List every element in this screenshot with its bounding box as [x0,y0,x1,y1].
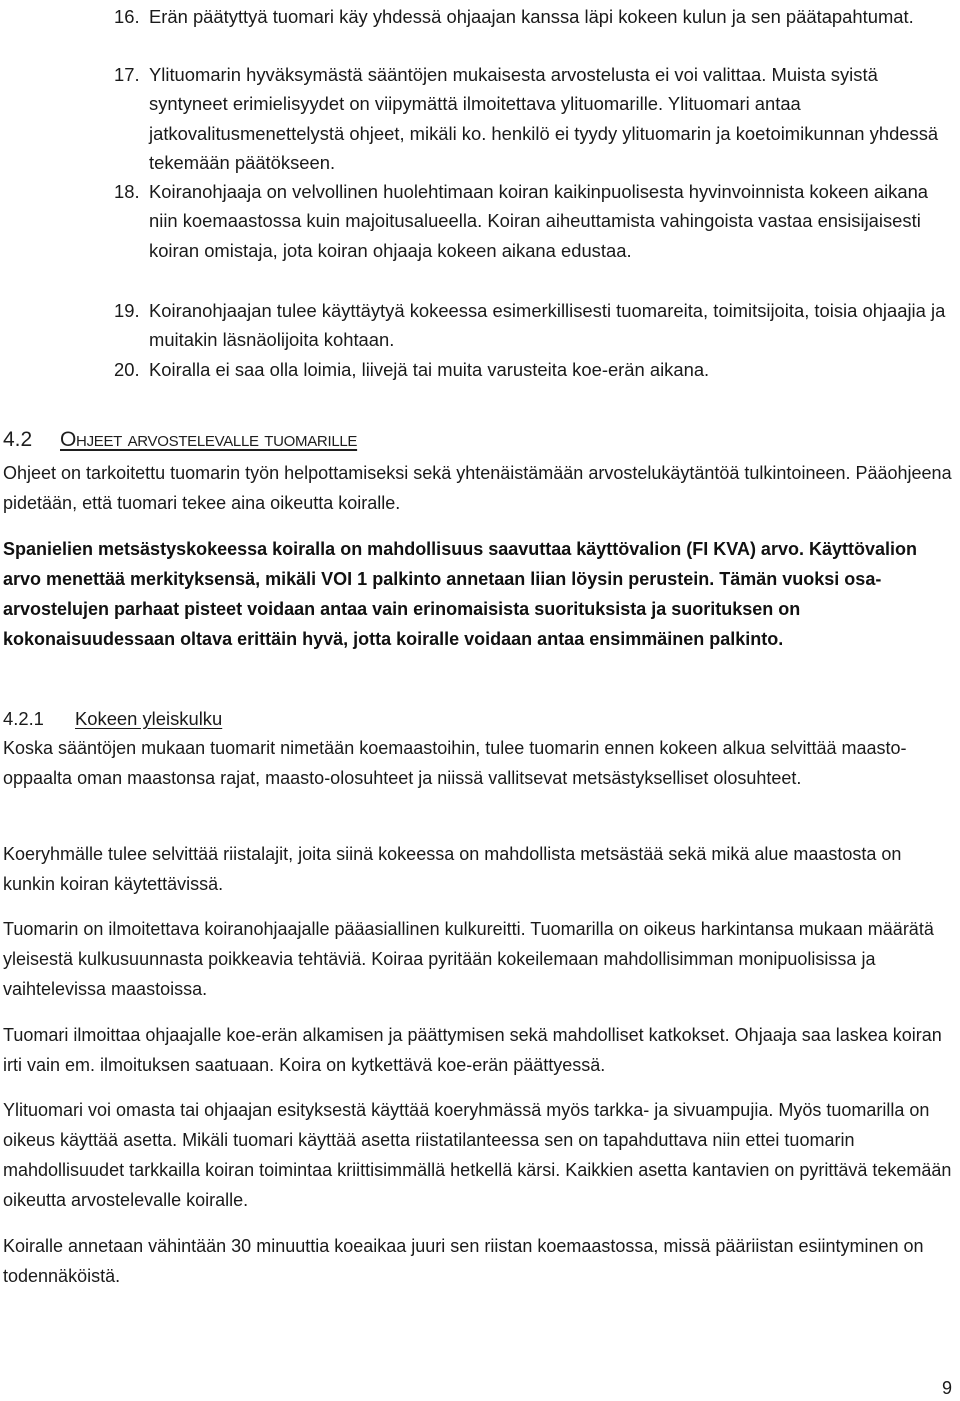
bold-note-paragraph: Spanielien metsästyskokeessa koiralla on mahdollisuus saavuttaa käyttövalion (FI KVA) arvo. Käyttövalion arvo menettää merkityksensä, mikäli VOI 1 palkinto annetaan liian löysin perustein. Tämän vuoksi osa-arvostelujen parhaat pisteet voidaan antaa vain erinomaisista suorituksista ja suorituksen on kokonaisuudessaan oltava erittäin hyvä, jotta koiralle voidaan antaa ensimmäinen palkinto. [3,539,917,649]
body-paragraph: Koiralle annetaan vähintään 30 minuuttia koeaikaa juuri sen riistan koemaastossa, missä pääriistan esiintyminen on todennäköistä. [3,1236,924,1286]
subsection-number: 4.2.1 [3,708,44,729]
body-paragraph: Koeryhmälle tulee selvittää riistalajit, joita siinä kokeessa on mahdollista metsästää sekä mikä alue maastosta on kunkin koiran käytettävissä. [3,844,902,894]
body-paragraph: Koska sääntöjen mukaan tuomarit nimetään koemaastoihin, tulee tuomarin ennen kokeen alkua selvittää maasto-oppaalta oman maastonsa rajat, maasto-olosuhteet ja niissä vallitsevat metsästykselliset olosuhteet. [3,738,907,788]
list-item-number: 17. [114,64,140,85]
list-item-number: 20. [114,359,140,380]
list-item-text: Ylituomarin hyväksymästä sääntöjen mukaisesta arvostelusta ei voi valittaa. Muista syistä syntyneet erimielisyydet on viipymättä ilmoitettava ylituomarille. Ylituomari antaa jatkovalitusmenettelystä ohjeet, mikäli ko. henkilö ei tyydy ylituomarin ja koetoimikunnan yhdessä tekemään päätökseen. [149,64,939,174]
list-item-number: 19. [114,300,140,321]
list-item-text: Koiranohjaajan tulee käyttäytyä kokeessa esimerkillisesti tuomareita, toimitsijoita, toisia ohjaajia ja muitakin läsnäolijoita kohtaan. [149,300,946,351]
list-item-text: Erän päätyttyä tuomari käy yhdessä ohjaajan kanssa läpi kokeen kulun ja sen päätapahtumat. [149,6,914,27]
body-paragraph: Ylituomari voi omasta tai ohjaajan esityksestä käyttää koeryhmässä myös tarkka- ja sivuampujia. Myös tuomarilla on oikeus käyttää asetta. Mikäli tuomari käyttää asetta riistatilanteessa sen on tapahduttava niin ettei tuomarin mahdollisuudet tarkkailla koiran toimintaa kriittisimmällä hetkellä kärsi. Kaikkien asetta kantavien on pyrittävä tekemään oikeutta arvostelevalle koiralle. [3,1100,952,1210]
intro-paragraph: Ohjeet on tarkoitettu tuomarin työn helpottamiseksi sekä yhtenäistämään arvostelukäytäntöä tulkintoineen. Pääohjeena pidetään, että tuomari tekee aina oikeutta koiralle. [3,463,952,513]
subsection-heading [3,704,222,733]
page-number: 9 [941,1378,952,1398]
list-item-text: Koiralla ei saa olla loimia, liivejä tai muita varusteita koe-erän aikana. [149,359,710,380]
section-heading [3,425,357,455]
section-number: 4.2 [3,428,33,451]
body-paragraph: Tuomari ilmoittaa ohjaajalle koe-erän alkamisen ja päättymisen sekä mahdolliset katkokset. Ohjaaja saa laskea koiran irti vain em. ilmoituksen saatuaan. Koira on kytkettävä koe-erän päättyessä. [3,1025,942,1075]
body-paragraph: Tuomarin on ilmoitettava koiranohjaajalle pääasiallinen kulkureitti. Tuomarilla on oikeus harkintansa mukaan määrätä yleisestä kulkusuunnasta poikkeavia tehtäviä. Koiraa pyritään kokeilemaan mahdollisimman monipuolisissa ja vaihtelevissa maastoissa. [3,919,934,999]
list-item-number: 18. [114,181,140,202]
subsection-title: Kokeen yleiskulku [75,708,223,729]
list-item-number: 16. [114,6,140,27]
section-title: Ohjeet arvostelevalle tuomarille [60,428,358,451]
list-item-text: Koiranohjaaja on velvollinen huolehtimaan koiran kaikinpuolisesta hyvinvoinnista kokeen aikana niin koemaastossa kuin majoitusalueella. Koiran aiheuttamista vahingoista vastaa ensisijaisesti koiran omistaja, jota koiran ohjaaja kokeen aikana edustaa. [149,181,929,261]
